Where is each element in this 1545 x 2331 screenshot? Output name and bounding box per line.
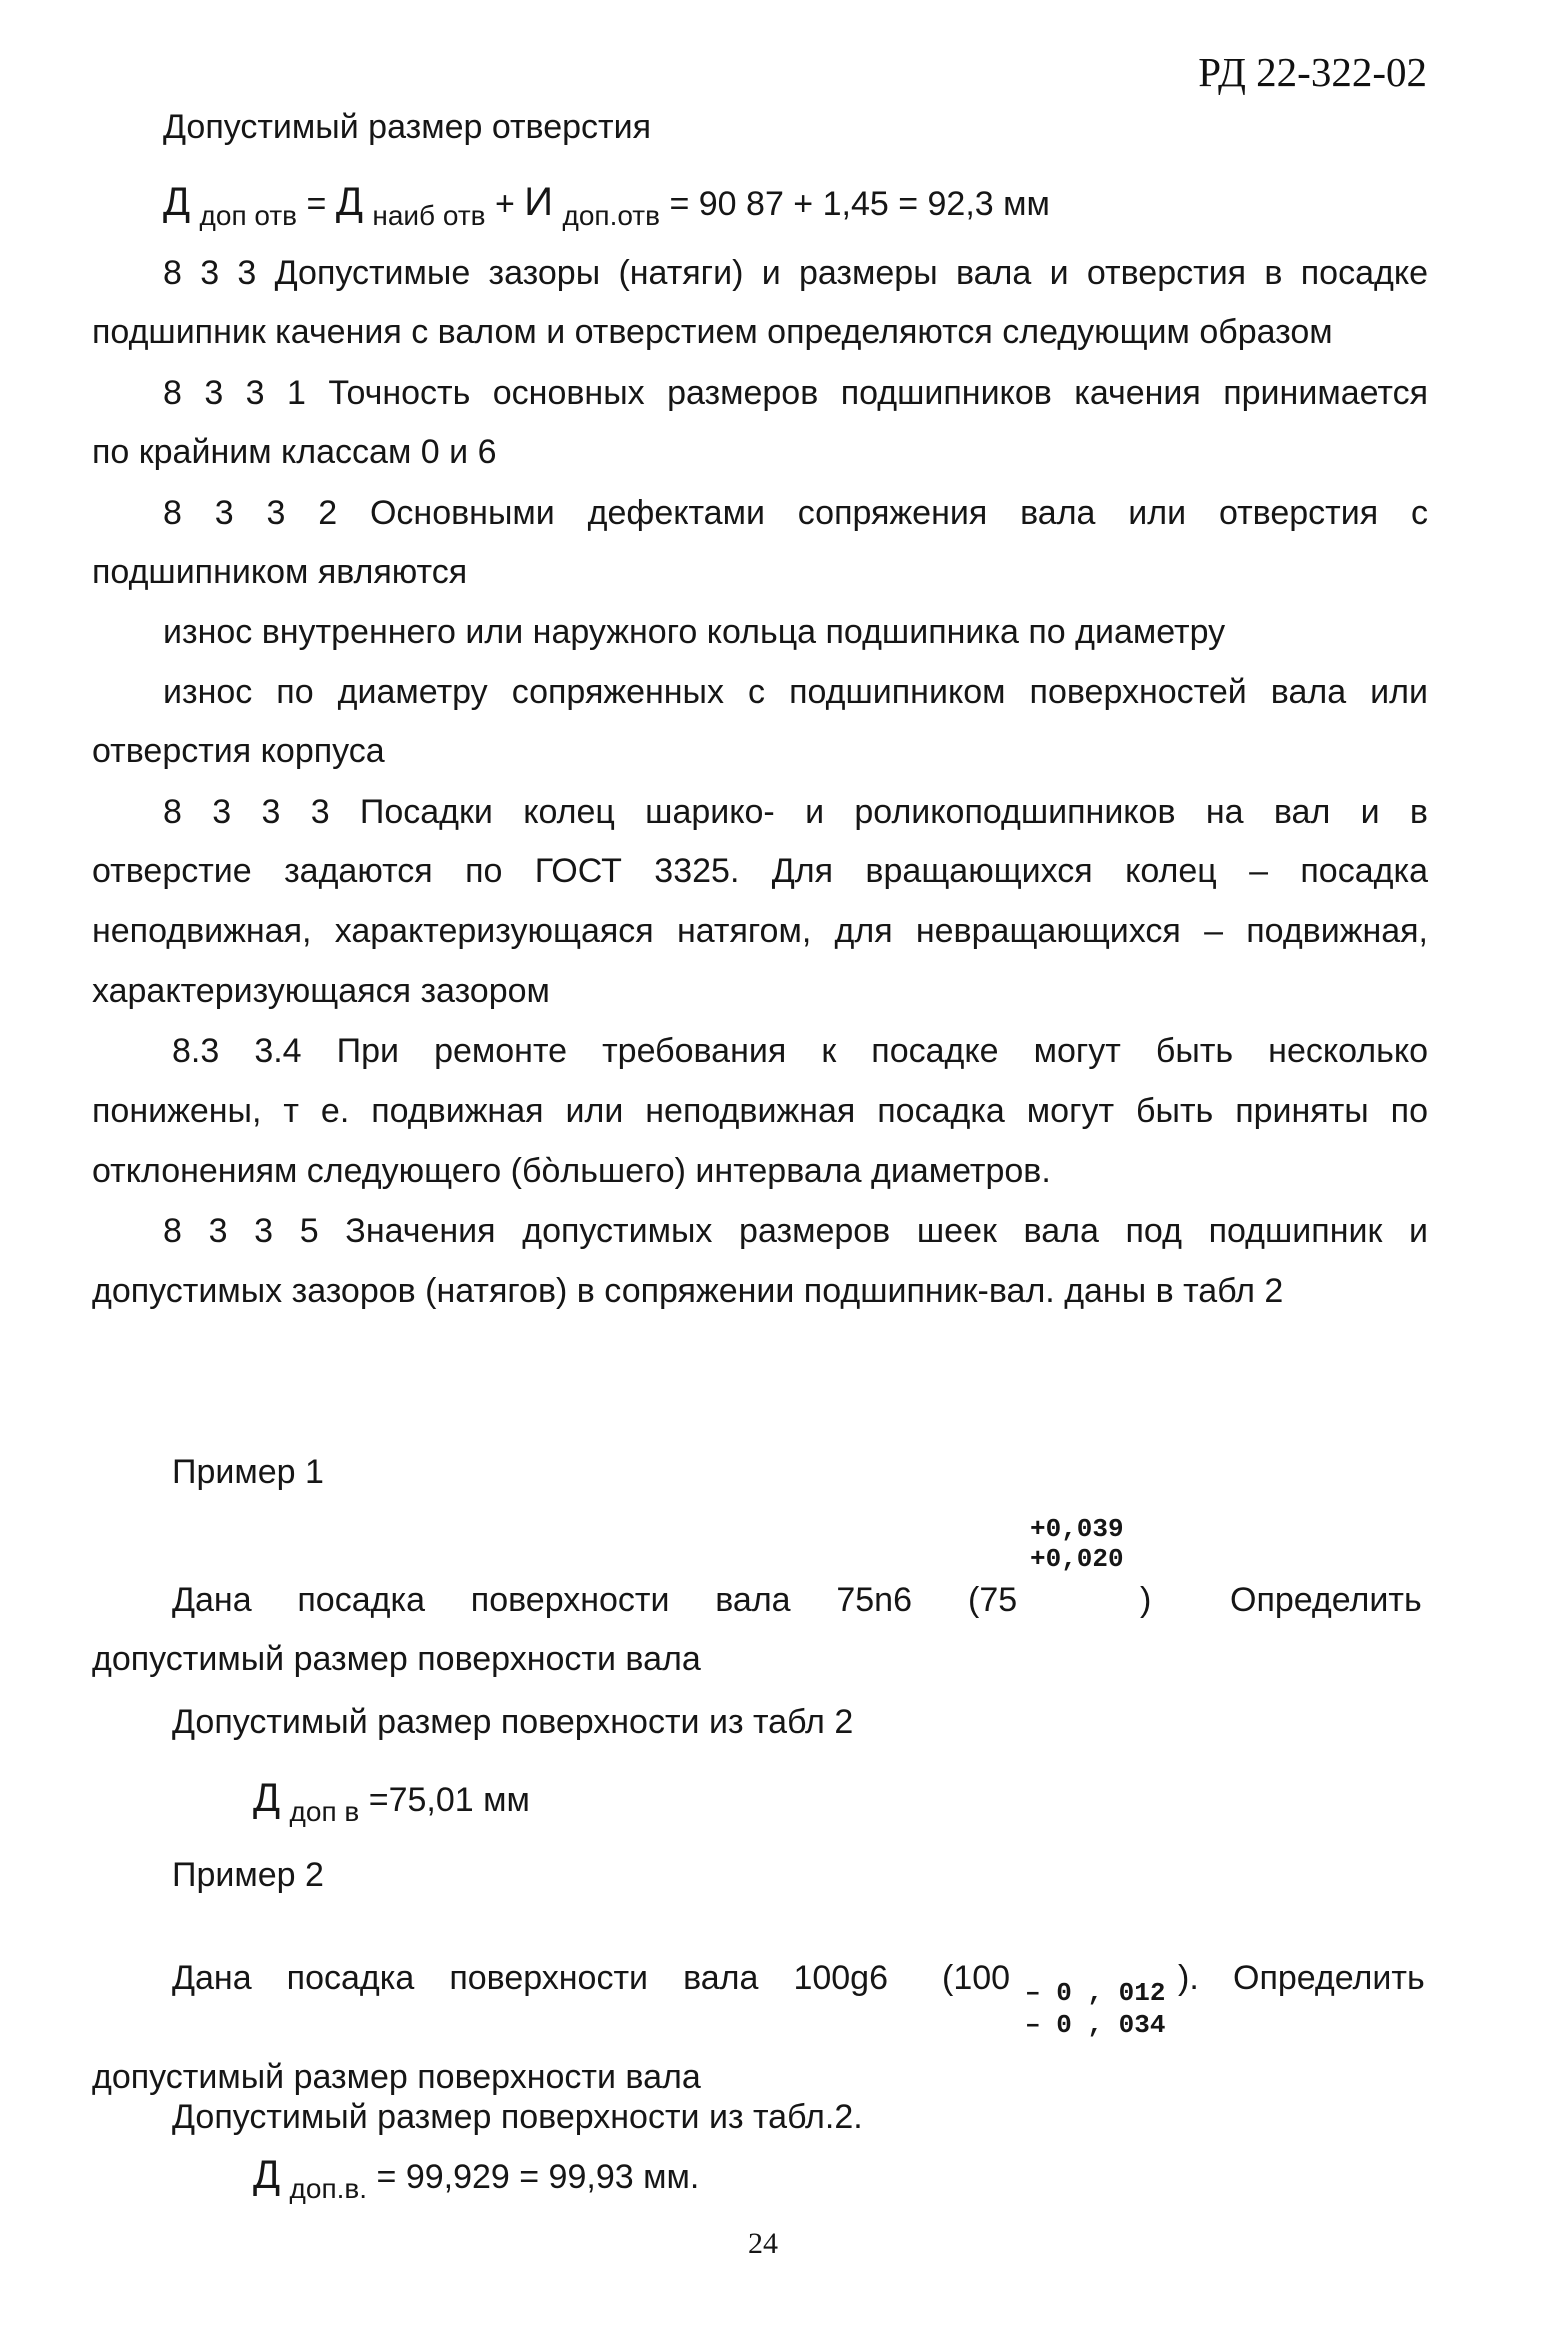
formula-d2: Д (335, 180, 363, 224)
example2-paren-close: ). (1178, 1959, 1199, 1997)
p8335-line2: допустимых зазоров (натягов) в сопряжении подшипник-вал. даны в табл 2 (92, 1272, 1284, 1310)
example2-determine: Определить (1233, 1959, 1425, 1997)
defect2-line2: отверстия корпуса (92, 732, 385, 770)
example1-paren-close: ) (1140, 1581, 1152, 1619)
p8332-line1: 8 3 3 2 Основными дефектами сопряжения вала или отверстия с (163, 494, 1428, 532)
p833-line1: 8 3 3 Допустимые зазоры (натяги) и размеры вала и отверстия в посадке (163, 254, 1428, 292)
intro-title: Допустимый размер отверстия (163, 108, 652, 146)
example2-tolerance-lower: – 0 , 034 (1025, 2010, 1166, 2040)
p8331-line2: по крайним классам 0 и 6 (92, 433, 497, 471)
example2-tolerance-upper: – 0 , 012 (1025, 1978, 1166, 2008)
formula-i: И (524, 180, 554, 224)
formula-eq: = (306, 185, 327, 223)
example2-result-d: Д (253, 2153, 281, 2197)
example1-result-sub: доп в (289, 1796, 360, 1827)
example2-line2: допустимый размер поверхности вала (92, 2058, 701, 2096)
p8332-line2: подшипником являются (92, 553, 468, 591)
p8335-line1: 8 3 3 5 Значения допустимых размеров шеек вала под подшипник и (163, 1212, 1428, 1250)
formula-sub3: доп.отв (562, 200, 661, 231)
example2-result-value: = 99,929 = 99,93 мм. (376, 2158, 700, 2196)
p8333-line3: неподвижная, характеризующаяся натягом, для невращающихся – подвижная, (92, 912, 1428, 950)
p833-line2: подшипник качения с валом и отверстием определяются следующим образом (92, 313, 1333, 351)
defect2-line1: износ по диаметру сопряженных с подшипником поверхностей вала или (163, 673, 1428, 711)
example2-title: Пример 2 (172, 1856, 324, 1894)
formula-sub1: доп отв (199, 200, 298, 231)
example2-given: Дана посадка поверхности вала 100g6 (172, 1959, 888, 1997)
example1-result-value: =75,01 мм (368, 1781, 530, 1819)
example1-line2: допустимый размер поверхности вала (92, 1640, 701, 1678)
example2-line3: Допустимый размер поверхности из табл.2. (172, 2098, 863, 2136)
example1-title: Пример 1 (172, 1453, 324, 1491)
page-number: 24 (748, 2227, 778, 2260)
p8333-line2: отверстие задаются по ГОСТ 3325. Для вращающихся колец – посадка (92, 852, 1428, 890)
document-code: РД 22-322-02 (1198, 49, 1427, 95)
example1-line3: Допустимый размер поверхности из табл 2 (172, 1703, 854, 1741)
example2-paren-open: (100 (942, 1959, 1011, 1997)
formula-result: = 90 87 + 1,45 = 92,3 мм (669, 185, 1050, 223)
example1-tolerance-upper: +0,039 (1030, 1514, 1124, 1544)
p8333-line4: характеризующаяся зазором (92, 972, 550, 1010)
example1-paren-open: (75 (968, 1581, 1018, 1619)
example1-result-d: Д (253, 1776, 281, 1820)
p8334-line3: отклонениям следующего (бо̀льшего) интервала диаметров. (92, 1152, 1051, 1190)
example2-result-sub: доп.в. (289, 2173, 368, 2204)
p8334-line1: 8.3 3.4 При ремонте требования к посадке могут быть несколько (172, 1032, 1428, 1070)
p8331-line1: 8 3 3 1 Точность основных размеров подшипников качения принимается (163, 374, 1428, 412)
formula-sub2: наиб отв (372, 200, 486, 231)
example1-tolerance-lower: +0,020 (1030, 1544, 1124, 1574)
example2-result (253, 2153, 700, 2204)
example1-given: Дана посадка поверхности вала 75n6 (172, 1581, 912, 1619)
formula-d1: Д (163, 180, 191, 224)
p8334-line2: понижены, т е. подвижная или неподвижная посадка могут быть приняты по (92, 1092, 1428, 1130)
example1-result (253, 1776, 530, 1827)
formula-plus: + (494, 185, 515, 223)
defect1: износ внутреннего или наружного кольца подшипника по диаметру (163, 613, 1226, 651)
p8333-line1: 8 3 3 3 Посадки колец шарико- и роликоподшипников на вал и в (163, 793, 1428, 831)
intro-formula (163, 180, 1050, 231)
example1-determine: Определить (1230, 1581, 1422, 1619)
